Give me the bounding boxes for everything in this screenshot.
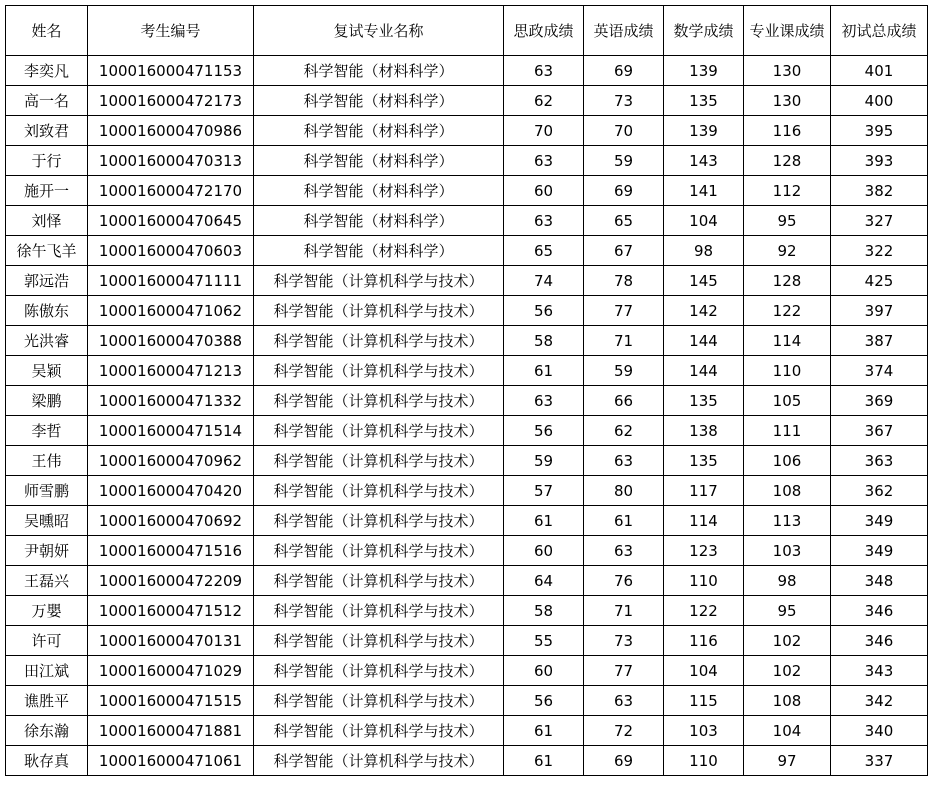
cell-english-score: 78	[584, 266, 664, 296]
cell-name: 高一名	[6, 86, 88, 116]
cell-english-score: 73	[584, 86, 664, 116]
cell-major: 科学智能（材料科学）	[254, 206, 504, 236]
cell-math-score: 141	[664, 176, 744, 206]
cell-name: 王磊兴	[6, 566, 88, 596]
table-row	[6, 626, 928, 656]
cell-name: 李哲	[6, 416, 88, 446]
cell-major-course-score: 102	[744, 626, 831, 656]
cell-candidate-id: 100016000471062	[88, 296, 254, 326]
table-row	[6, 56, 928, 86]
cell-major: 科学智能（计算机科学与技术）	[254, 536, 504, 566]
cell-politics-score: 63	[504, 206, 584, 236]
table-row	[6, 296, 928, 326]
cell-major: 科学智能（计算机科学与技术）	[254, 686, 504, 716]
cell-major-course-score: 110	[744, 356, 831, 386]
cell-total-score: 400	[831, 86, 928, 116]
cell-english-score: 72	[584, 716, 664, 746]
table-row	[6, 236, 928, 266]
cell-major: 科学智能（计算机科学与技术）	[254, 446, 504, 476]
cell-major-course-score: 111	[744, 416, 831, 446]
cell-name: 光洪睿	[6, 326, 88, 356]
cell-major: 科学智能（材料科学）	[254, 236, 504, 266]
cell-total-score: 346	[831, 626, 928, 656]
cell-candidate-id: 100016000470603	[88, 236, 254, 266]
cell-candidate-id: 100016000471111	[88, 266, 254, 296]
cell-politics-score: 58	[504, 326, 584, 356]
cell-english-score: 61	[584, 506, 664, 536]
cell-major-course-score: 116	[744, 116, 831, 146]
cell-english-score: 70	[584, 116, 664, 146]
cell-english-score: 69	[584, 176, 664, 206]
cell-total-score: 425	[831, 266, 928, 296]
cell-name: 谯胜平	[6, 686, 88, 716]
table-row	[6, 596, 928, 626]
cell-math-score: 143	[664, 146, 744, 176]
cell-total-score: 397	[831, 296, 928, 326]
cell-major-course-score: 128	[744, 266, 831, 296]
cell-major: 科学智能（计算机科学与技术）	[254, 506, 504, 536]
cell-name: 吴颖	[6, 356, 88, 386]
cell-major: 科学智能（计算机科学与技术）	[254, 356, 504, 386]
cell-candidate-id: 100016000470313	[88, 146, 254, 176]
cell-english-score: 77	[584, 656, 664, 686]
cell-math-score: 123	[664, 536, 744, 566]
cell-candidate-id: 100016000472173	[88, 86, 254, 116]
table-row	[6, 716, 928, 746]
cell-candidate-id: 100016000470962	[88, 446, 254, 476]
cell-english-score: 66	[584, 386, 664, 416]
table-row	[6, 326, 928, 356]
cell-math-score: 135	[664, 446, 744, 476]
cell-politics-score: 61	[504, 746, 584, 776]
table-row	[6, 506, 928, 536]
cell-politics-score: 60	[504, 176, 584, 206]
cell-name: 郭远浩	[6, 266, 88, 296]
cell-name: 徐东瀚	[6, 716, 88, 746]
cell-politics-score: 55	[504, 626, 584, 656]
cell-name: 师雪鹏	[6, 476, 88, 506]
cell-politics-score: 64	[504, 566, 584, 596]
cell-english-score: 62	[584, 416, 664, 446]
cell-candidate-id: 100016000471514	[88, 416, 254, 446]
cell-candidate-id: 100016000470420	[88, 476, 254, 506]
cell-total-score: 342	[831, 686, 928, 716]
cell-major-course-score: 130	[744, 86, 831, 116]
cell-math-score: 145	[664, 266, 744, 296]
cell-english-score: 80	[584, 476, 664, 506]
cell-candidate-id: 100016000470645	[88, 206, 254, 236]
cell-total-score: 346	[831, 596, 928, 626]
cell-total-score: 337	[831, 746, 928, 776]
cell-major: 科学智能（计算机科学与技术）	[254, 566, 504, 596]
cell-major-course-score: 108	[744, 686, 831, 716]
cell-major-course-score: 113	[744, 506, 831, 536]
cell-total-score: 401	[831, 56, 928, 86]
cell-politics-score: 63	[504, 146, 584, 176]
cell-major: 科学智能（材料科学）	[254, 116, 504, 146]
cell-english-score: 69	[584, 746, 664, 776]
cell-total-score: 382	[831, 176, 928, 206]
cell-major-course-score: 128	[744, 146, 831, 176]
cell-math-score: 116	[664, 626, 744, 656]
cell-candidate-id: 100016000471516	[88, 536, 254, 566]
cell-total-score: 387	[831, 326, 928, 356]
cell-major-course-score: 98	[744, 566, 831, 596]
cell-math-score: 144	[664, 356, 744, 386]
cell-name: 许可	[6, 626, 88, 656]
score-sheet	[5, 5, 927, 776]
cell-total-score: 322	[831, 236, 928, 266]
cell-english-score: 76	[584, 566, 664, 596]
cell-total-score: 349	[831, 506, 928, 536]
cell-total-score: 349	[831, 536, 928, 566]
header-row	[6, 6, 928, 56]
cell-english-score: 59	[584, 146, 664, 176]
cell-math-score: 110	[664, 746, 744, 776]
cell-english-score: 59	[584, 356, 664, 386]
table-row	[6, 416, 928, 446]
table-row	[6, 356, 928, 386]
cell-total-score: 374	[831, 356, 928, 386]
cell-math-score: 104	[664, 206, 744, 236]
header-total-score: 初试总成绩	[831, 6, 928, 56]
cell-politics-score: 56	[504, 686, 584, 716]
cell-math-score: 135	[664, 86, 744, 116]
header-major-course-score: 专业课成绩	[744, 6, 831, 56]
cell-major: 科学智能（计算机科学与技术）	[254, 746, 504, 776]
cell-politics-score: 70	[504, 116, 584, 146]
cell-candidate-id: 100016000471061	[88, 746, 254, 776]
cell-politics-score: 60	[504, 656, 584, 686]
cell-candidate-id: 100016000471213	[88, 356, 254, 386]
cell-english-score: 65	[584, 206, 664, 236]
header-name: 姓名	[6, 6, 88, 56]
cell-major-course-score: 108	[744, 476, 831, 506]
table-row	[6, 386, 928, 416]
cell-candidate-id: 100016000471332	[88, 386, 254, 416]
cell-math-score: 98	[664, 236, 744, 266]
cell-math-score: 110	[664, 566, 744, 596]
cell-major-course-score: 106	[744, 446, 831, 476]
cell-name: 李奕凡	[6, 56, 88, 86]
cell-major: 科学智能（计算机科学与技术）	[254, 596, 504, 626]
cell-major: 科学智能（材料科学）	[254, 56, 504, 86]
cell-politics-score: 56	[504, 296, 584, 326]
cell-politics-score: 60	[504, 536, 584, 566]
cell-major-course-score: 122	[744, 296, 831, 326]
cell-math-score: 122	[664, 596, 744, 626]
cell-major: 科学智能（计算机科学与技术）	[254, 326, 504, 356]
cell-total-score: 363	[831, 446, 928, 476]
cell-major: 科学智能（材料科学）	[254, 86, 504, 116]
cell-total-score: 348	[831, 566, 928, 596]
cell-total-score: 395	[831, 116, 928, 146]
cell-math-score: 142	[664, 296, 744, 326]
cell-math-score: 139	[664, 56, 744, 86]
cell-major: 科学智能（计算机科学与技术）	[254, 656, 504, 686]
cell-politics-score: 63	[504, 386, 584, 416]
cell-math-score: 144	[664, 326, 744, 356]
cell-math-score: 117	[664, 476, 744, 506]
cell-candidate-id: 100016000471153	[88, 56, 254, 86]
cell-candidate-id: 100016000470692	[88, 506, 254, 536]
table-row	[6, 206, 928, 236]
cell-major-course-score: 104	[744, 716, 831, 746]
cell-major: 科学智能（材料科学）	[254, 176, 504, 206]
cell-english-score: 63	[584, 686, 664, 716]
cell-candidate-id: 100016000470388	[88, 326, 254, 356]
cell-politics-score: 65	[504, 236, 584, 266]
cell-total-score: 340	[831, 716, 928, 746]
cell-name: 耿存真	[6, 746, 88, 776]
table-row	[6, 656, 928, 686]
cell-name: 刘致君	[6, 116, 88, 146]
table-body	[6, 56, 928, 776]
cell-math-score: 114	[664, 506, 744, 536]
cell-candidate-id: 100016000472170	[88, 176, 254, 206]
cell-major-course-score: 105	[744, 386, 831, 416]
cell-candidate-id: 100016000471029	[88, 656, 254, 686]
cell-major-course-score: 103	[744, 536, 831, 566]
cell-candidate-id: 100016000471512	[88, 596, 254, 626]
score-table	[5, 5, 928, 776]
cell-english-score: 71	[584, 326, 664, 356]
cell-major: 科学智能（计算机科学与技术）	[254, 716, 504, 746]
cell-politics-score: 61	[504, 716, 584, 746]
cell-candidate-id: 100016000472209	[88, 566, 254, 596]
header-major: 复试专业名称	[254, 6, 504, 56]
cell-candidate-id: 100016000470131	[88, 626, 254, 656]
cell-major-course-score: 95	[744, 596, 831, 626]
cell-total-score: 369	[831, 386, 928, 416]
cell-name: 陈傲东	[6, 296, 88, 326]
cell-name: 徐午飞羊	[6, 236, 88, 266]
cell-major: 科学智能（计算机科学与技术）	[254, 416, 504, 446]
table-row	[6, 476, 928, 506]
header-math-score: 数学成绩	[664, 6, 744, 56]
cell-total-score: 362	[831, 476, 928, 506]
cell-name: 吴曛昭	[6, 506, 88, 536]
table-row	[6, 746, 928, 776]
cell-major-course-score: 114	[744, 326, 831, 356]
table-row	[6, 176, 928, 206]
cell-total-score: 393	[831, 146, 928, 176]
cell-english-score: 63	[584, 536, 664, 566]
cell-english-score: 69	[584, 56, 664, 86]
table-row	[6, 116, 928, 146]
cell-major-course-score: 130	[744, 56, 831, 86]
cell-politics-score: 61	[504, 506, 584, 536]
cell-candidate-id: 100016000471515	[88, 686, 254, 716]
table-row	[6, 566, 928, 596]
cell-english-score: 71	[584, 596, 664, 626]
cell-politics-score: 59	[504, 446, 584, 476]
cell-politics-score: 56	[504, 416, 584, 446]
table-row	[6, 86, 928, 116]
cell-math-score: 104	[664, 656, 744, 686]
cell-math-score: 115	[664, 686, 744, 716]
cell-major: 科学智能（计算机科学与技术）	[254, 266, 504, 296]
cell-candidate-id: 100016000470986	[88, 116, 254, 146]
cell-major: 科学智能（材料科学）	[254, 146, 504, 176]
cell-major: 科学智能（计算机科学与技术）	[254, 386, 504, 416]
cell-name: 于行	[6, 146, 88, 176]
cell-math-score: 103	[664, 716, 744, 746]
cell-major-course-score: 112	[744, 176, 831, 206]
cell-english-score: 73	[584, 626, 664, 656]
cell-math-score: 138	[664, 416, 744, 446]
cell-major: 科学智能（计算机科学与技术）	[254, 626, 504, 656]
cell-name: 王伟	[6, 446, 88, 476]
cell-candidate-id: 100016000471881	[88, 716, 254, 746]
table-row	[6, 686, 928, 716]
cell-english-score: 77	[584, 296, 664, 326]
table-row	[6, 446, 928, 476]
cell-name: 田江斌	[6, 656, 88, 686]
cell-name: 万嬰	[6, 596, 88, 626]
header-candidate-id: 考生编号	[88, 6, 254, 56]
table-row	[6, 266, 928, 296]
cell-politics-score: 61	[504, 356, 584, 386]
cell-total-score: 367	[831, 416, 928, 446]
header-english-score: 英语成绩	[584, 6, 664, 56]
cell-english-score: 63	[584, 446, 664, 476]
table-row	[6, 536, 928, 566]
cell-major-course-score: 97	[744, 746, 831, 776]
cell-major-course-score: 102	[744, 656, 831, 686]
cell-politics-score: 62	[504, 86, 584, 116]
cell-total-score: 327	[831, 206, 928, 236]
cell-major-course-score: 95	[744, 206, 831, 236]
cell-name: 梁鹏	[6, 386, 88, 416]
cell-politics-score: 57	[504, 476, 584, 506]
header-politics-score: 思政成绩	[504, 6, 584, 56]
cell-major: 科学智能（计算机科学与技术）	[254, 476, 504, 506]
cell-math-score: 139	[664, 116, 744, 146]
cell-politics-score: 74	[504, 266, 584, 296]
cell-total-score: 343	[831, 656, 928, 686]
cell-name: 施开一	[6, 176, 88, 206]
cell-name: 刘怿	[6, 206, 88, 236]
cell-major-course-score: 92	[744, 236, 831, 266]
cell-english-score: 67	[584, 236, 664, 266]
cell-politics-score: 58	[504, 596, 584, 626]
cell-major: 科学智能（计算机科学与技术）	[254, 296, 504, 326]
cell-politics-score: 63	[504, 56, 584, 86]
cell-name: 尹朝妍	[6, 536, 88, 566]
cell-math-score: 135	[664, 386, 744, 416]
table-row	[6, 146, 928, 176]
